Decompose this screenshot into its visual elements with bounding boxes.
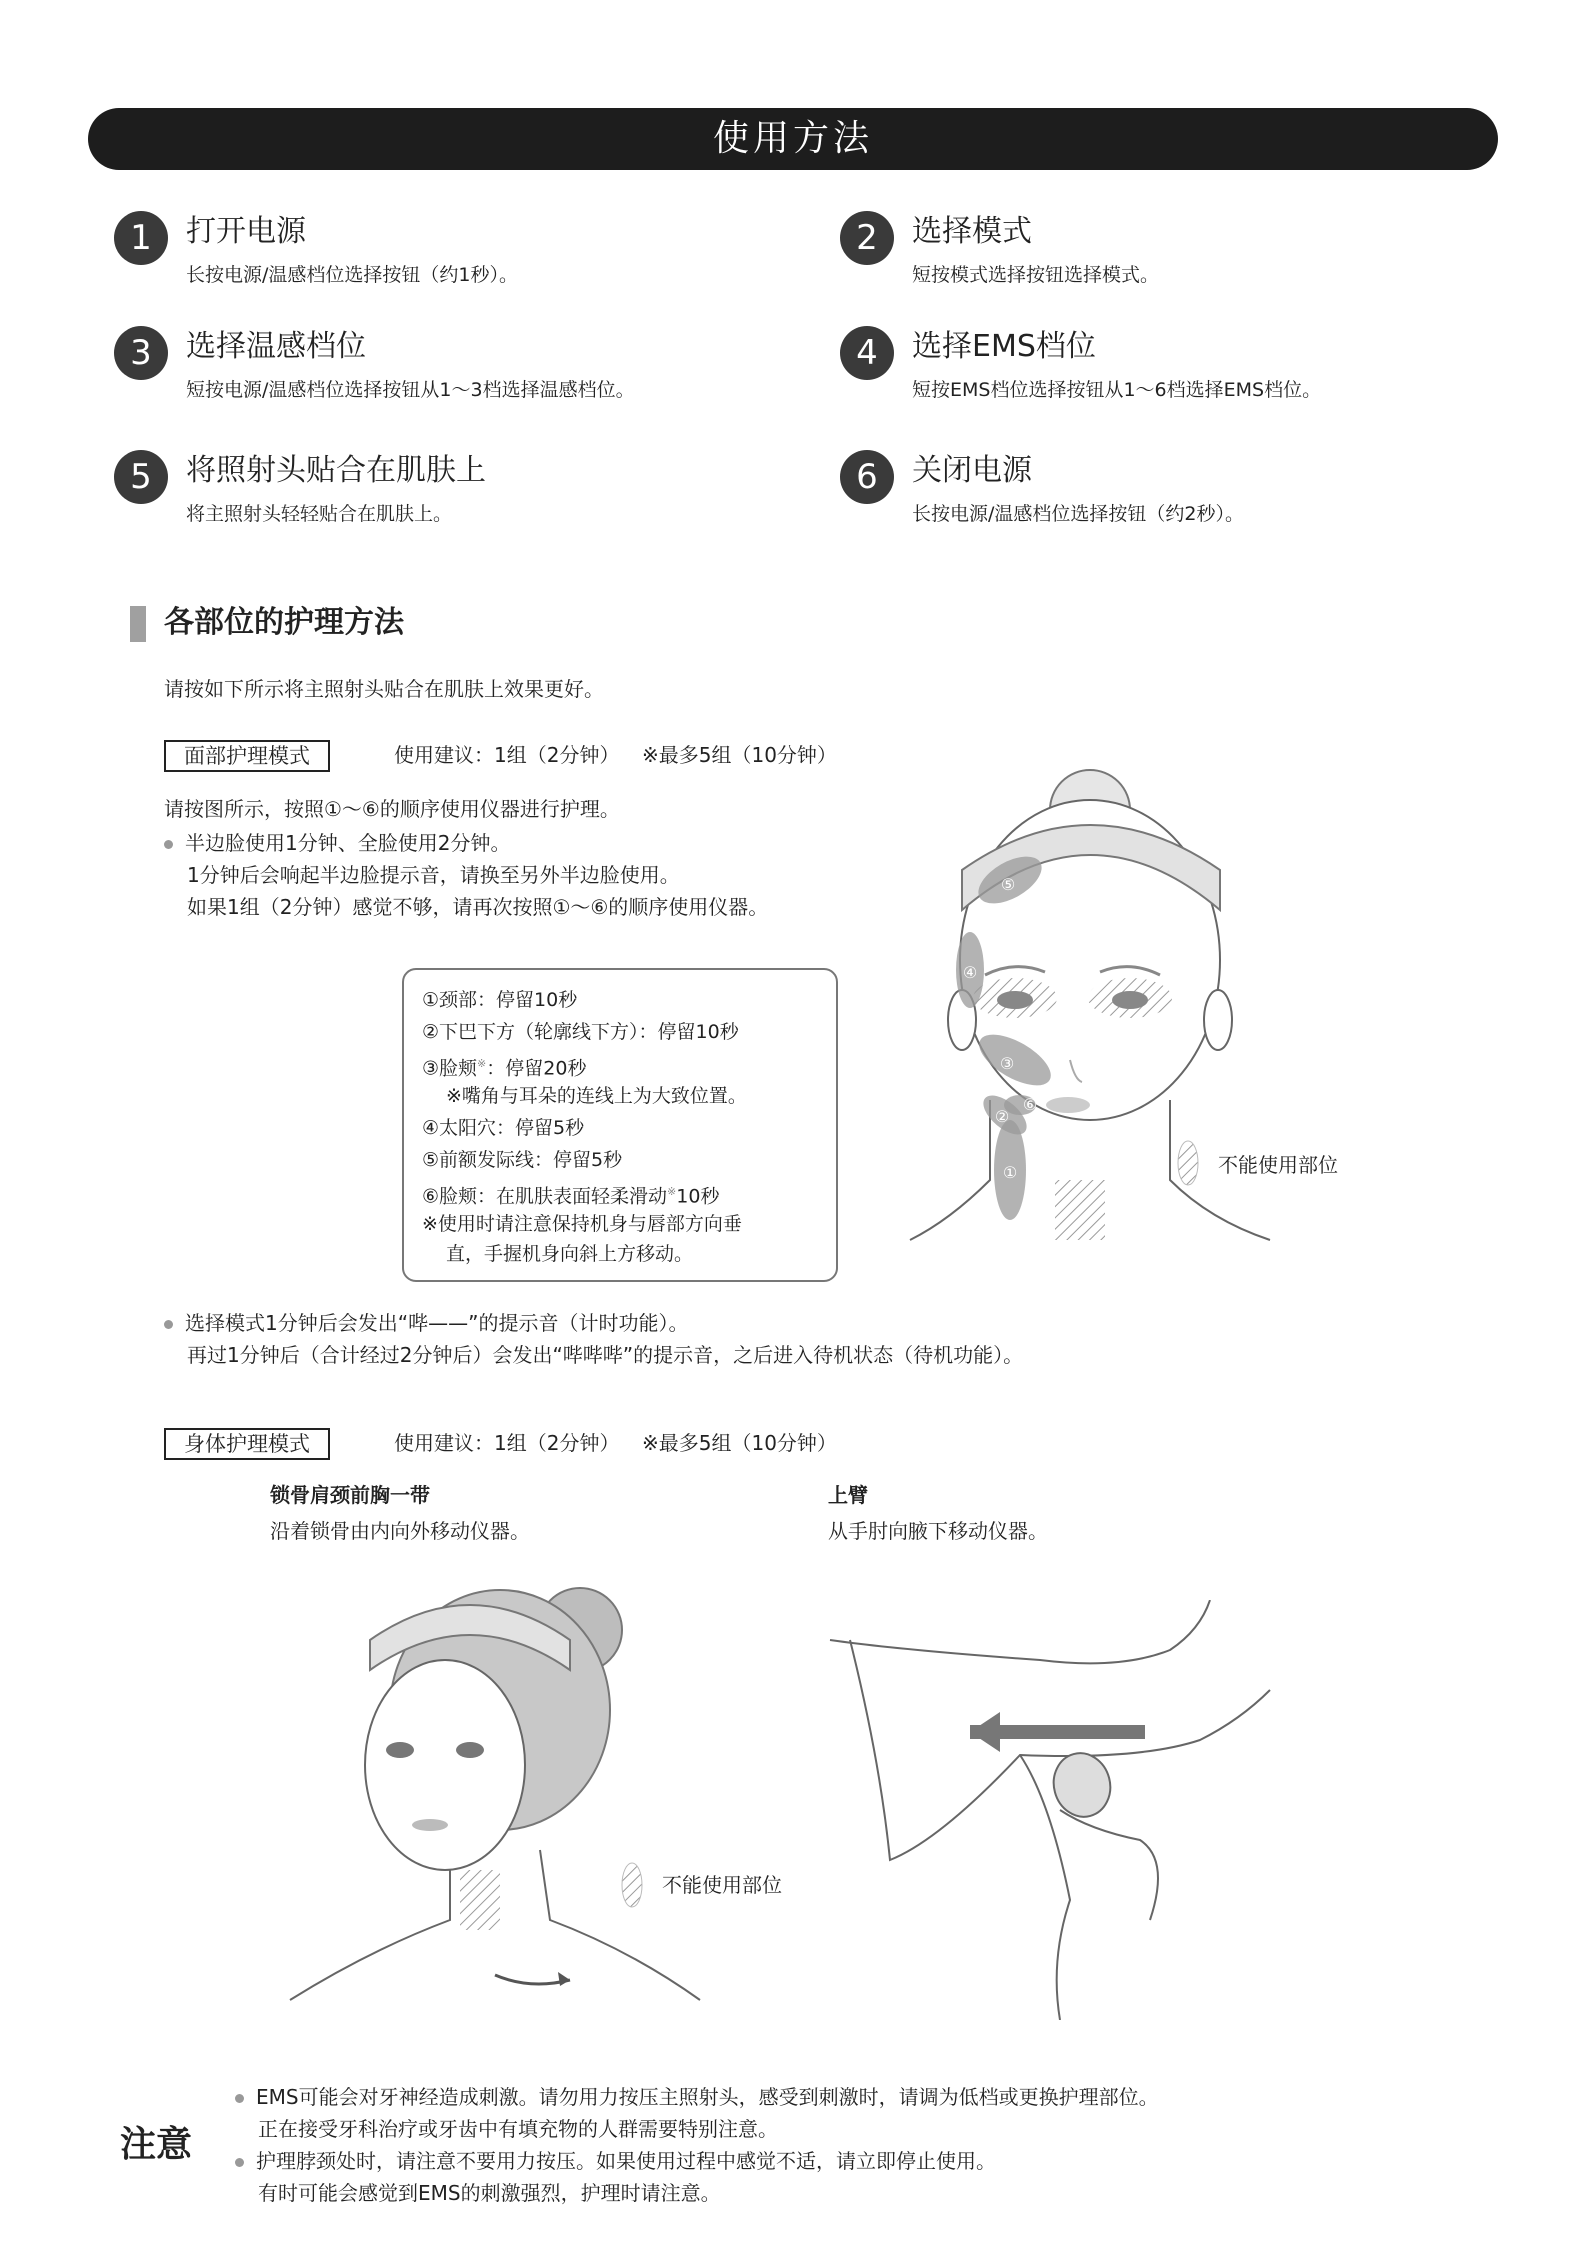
step-number: 2 bbox=[840, 211, 894, 265]
step-title: 关闭电源 bbox=[912, 453, 1032, 488]
zone-marker: ⑤ bbox=[1000, 875, 1016, 894]
section-marker bbox=[130, 606, 146, 642]
box-line: ②下巴下方（轮廓线下方）：停留10秒 bbox=[422, 1021, 739, 1043]
face-mode-label: 面部护理模式 bbox=[164, 740, 330, 772]
face-mode-max: ※最多5组（10分钟） bbox=[642, 743, 837, 767]
note-line-4: 有时可能会感觉到EMS的刺激强烈，护理时请注意。 bbox=[258, 2181, 721, 2205]
body-mode-label: 身体护理模式 bbox=[164, 1428, 330, 1460]
step-desc: 将主照射头轻轻贴合在肌肤上。 bbox=[186, 503, 453, 525]
neck-illustration bbox=[270, 1560, 710, 2030]
step-title: 打开电源 bbox=[186, 214, 306, 249]
note-line-2: 正在接受牙科治疗或牙齿中有填充物的人群需要特别注意。 bbox=[258, 2117, 778, 2141]
timer-line-1: 选择模式1分钟后会发出“哔——”的提示音（计时功能）。 bbox=[164, 1308, 688, 1338]
step-2 bbox=[840, 211, 1540, 301]
body-mode-max: ※最多5组（10分钟） bbox=[642, 1431, 837, 1455]
step-desc: 短按模式选择按钮选择模式。 bbox=[912, 264, 1160, 286]
face-mode-suggest: 使用建议：1组（2分钟） bbox=[394, 743, 620, 767]
no-use-hatch-icon bbox=[620, 1860, 644, 1910]
step-1 bbox=[114, 211, 814, 301]
zone-marker: ① bbox=[1002, 1163, 1018, 1182]
step-desc: 长按电源/温感档位选择按钮（约2秒）。 bbox=[912, 503, 1244, 525]
step-6 bbox=[840, 450, 1540, 540]
step-number: 4 bbox=[840, 326, 894, 380]
step-title: 选择温感档位 bbox=[186, 329, 366, 364]
area-title-collarbone: 锁骨肩颈前胸一带 bbox=[270, 1483, 430, 1507]
note-line-1: EMS可能会对牙神经造成刺激。请勿用力按压主照射头，感受到刺激时，请调为低档或更换护理部位。 bbox=[235, 2082, 1159, 2112]
box-line: ⑥脸颊：在肌肤表面轻柔滑动※10秒 bbox=[422, 1185, 720, 1208]
no-use-hatch-icon bbox=[1176, 1138, 1200, 1188]
body-no-use-label: 不能使用部位 bbox=[662, 1873, 782, 1897]
face-bullet-2: 1分钟后会响起半边脸提示音，请换至另外半边脸使用。 bbox=[187, 863, 680, 887]
step-5 bbox=[114, 450, 814, 540]
box-line: ①颈部：停留10秒 bbox=[422, 989, 578, 1011]
bullet-icon bbox=[235, 2158, 244, 2167]
face-illustration bbox=[890, 760, 1360, 1280]
face-bullet-1: 半边脸使用1分钟、全脸使用2分钟。 bbox=[164, 828, 510, 858]
step-desc: 短按电源/温感档位选择按钮从1～3档选择温感档位。 bbox=[186, 379, 635, 401]
box-line: ④太阳穴：停留5秒 bbox=[422, 1117, 585, 1139]
step-number: 3 bbox=[114, 326, 168, 380]
step-title: 选择EMS档位 bbox=[912, 329, 1096, 364]
face-steps-box bbox=[402, 968, 838, 1282]
zone-marker: ④ bbox=[962, 963, 978, 982]
timer-line-2: 再过1分钟后（合计经过2分钟后）会发出“哔哔哔”的提示音，之后进入待机状态（待机功能）。 bbox=[187, 1343, 1024, 1367]
zone-marker: ⑥ bbox=[1022, 1095, 1038, 1114]
box-line: ※使用时请注意保持机身与唇部方向垂 bbox=[422, 1213, 742, 1235]
box-line: ※嘴角与耳朵的连线上为大致位置。 bbox=[446, 1085, 747, 1107]
section-intro: 请按如下所示将主照射头贴合在肌肤上效果更好。 bbox=[164, 677, 604, 701]
arm-illustration bbox=[820, 1600, 1290, 2020]
box-line: ⑤前额发际线：停留5秒 bbox=[422, 1149, 623, 1171]
step-number: 6 bbox=[840, 450, 894, 504]
step-number: 1 bbox=[114, 211, 168, 265]
note-label: 注意 bbox=[120, 2124, 193, 2165]
bullet-icon bbox=[235, 2094, 244, 2103]
page-title: 使用方法 bbox=[88, 108, 1498, 170]
section-title: 各部位的护理方法 bbox=[164, 605, 404, 640]
face-no-use-label: 不能使用部位 bbox=[1218, 1153, 1338, 1177]
step-desc: 短按EMS档位选择按钮从1～6档选择EMS档位。 bbox=[912, 379, 1322, 401]
box-line: ③脸颊※：停留20秒 bbox=[422, 1057, 587, 1080]
area-title-upper-arm: 上臂 bbox=[828, 1483, 868, 1507]
step-number: 5 bbox=[114, 450, 168, 504]
step-title: 将照射头贴合在肌肤上 bbox=[186, 453, 486, 488]
step-4 bbox=[840, 326, 1540, 416]
area-desc-upper-arm: 从手肘向腋下移动仪器。 bbox=[828, 1519, 1048, 1543]
note-line-3: 护理脖颈处时，请注意不要用力按压。如果使用过程中感觉不适，请立即停止使用。 bbox=[235, 2146, 996, 2176]
step-title: 选择模式 bbox=[912, 214, 1032, 249]
area-desc-collarbone: 沿着锁骨由内向外移动仪器。 bbox=[270, 1519, 530, 1543]
zone-marker: ② bbox=[994, 1107, 1010, 1126]
face-instruction: 请按图所示，按照①～⑥的顺序使用仪器进行护理。 bbox=[164, 797, 620, 821]
bullet-icon bbox=[164, 840, 173, 849]
step-desc: 长按电源/温感档位选择按钮（约1秒）。 bbox=[186, 264, 518, 286]
step-3 bbox=[114, 326, 814, 416]
body-mode-suggest: 使用建议：1组（2分钟） bbox=[394, 1431, 620, 1455]
zone-marker: ③ bbox=[999, 1054, 1015, 1073]
face-bullet-3: 如果1组（2分钟）感觉不够，请再次按照①～⑥的顺序使用仪器。 bbox=[187, 895, 769, 919]
box-line: 直，手握机身向斜上方移动。 bbox=[446, 1243, 694, 1265]
bullet-icon bbox=[164, 1320, 173, 1329]
